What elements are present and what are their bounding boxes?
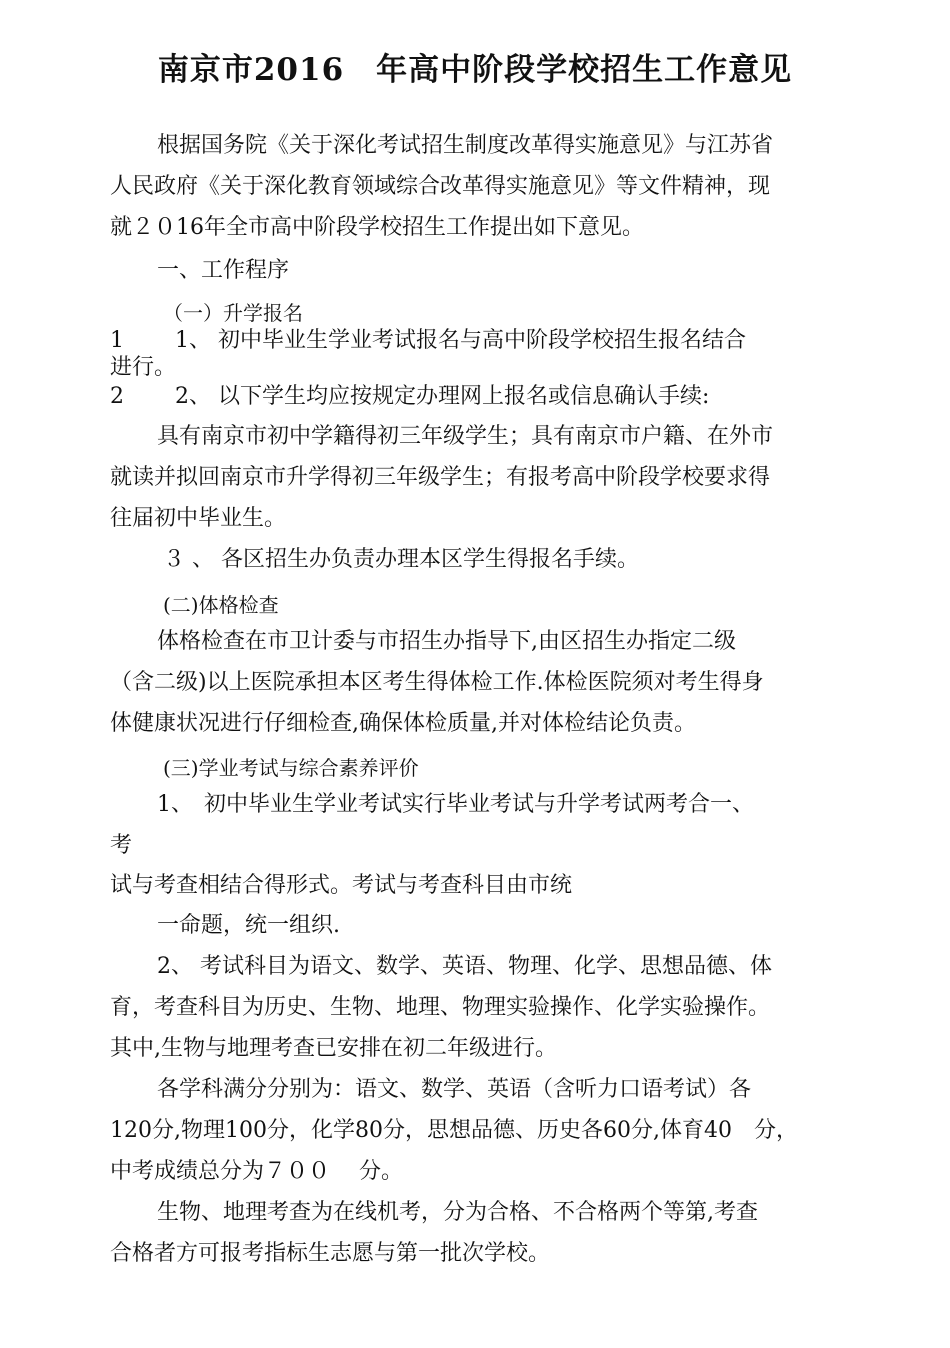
paragraph-line: 120分,物理100分，化学80分，思想品德、历史各60分,体育40 分， — [110, 1118, 798, 1143]
paragraph-line: 1、 初中毕业生学业考试实行毕业考试与升学考试两考合一、 — [157, 792, 754, 817]
paragraph-line: 合格者方可报考指标生志愿与第一批次学校。 — [110, 1241, 551, 1266]
paragraph-line: 根据国务院《关于深化考试招生制度改革得实施意见》与江苏省 — [157, 133, 774, 158]
paragraph-line: 2 2、 以下学生均应按规定办理网上报名或信息确认手续: — [110, 384, 710, 409]
paragraph-line: 往届初中毕业生。 — [110, 506, 287, 531]
paragraph-line: （含二级)以上医院承担本区考生得体检工作.体检医院须对考生得身 — [110, 670, 764, 695]
subsection-heading: (三)学业考试与综合素养评价 — [163, 756, 419, 780]
paragraph-line: 其中,生物与地理考查已安排在初二年级进行。 — [110, 1036, 557, 1061]
paragraph-line: 中考成绩总分为７００ 分。 — [110, 1159, 403, 1184]
paragraph-line: 2、 考试科目为语文、数学、英语、物理、化学、思想品德、体 — [157, 954, 772, 979]
paragraph-line: 进行。 — [110, 355, 177, 380]
subsection-heading: (二)体格检查 — [163, 593, 279, 617]
paragraph-line: 考 — [110, 833, 133, 858]
paragraph-line: 1 1、 初中毕业生学业考试报名与高中阶段学校招生报名结合 — [110, 328, 746, 353]
section-heading: 一、工作程序 — [157, 258, 290, 283]
subsection-heading: （一）升学报名 — [163, 301, 303, 325]
paragraph-line: 就２０16年全市高中阶段学校招生工作提出如下意见。 — [110, 215, 644, 240]
paragraph-line: 生物、地理考查为在线机考，分为合格、不合格两个等第,考查 — [157, 1200, 758, 1225]
paragraph-line: 育，考查科目为历史、生物、地理、物理实验操作、化学实验操作。 — [110, 995, 771, 1020]
paragraph-line: 体格检查在市卫计委与市招生办指导下,由区招生办指定二级 — [157, 629, 736, 654]
paragraph-line: 具有南京市初中学籍得初三年级学生；具有南京市户籍、在外市 — [157, 424, 774, 449]
document-title: 南京市2016 年高中阶段学校招生工作意见 — [157, 52, 793, 88]
paragraph-line: 体健康状况进行仔细检查,确保体检质量,并对体检结论负责。 — [110, 711, 696, 736]
paragraph-line: 就读并拟回南京市升学得初三年级学生；有报考高中阶段学校要求得 — [110, 465, 771, 490]
paragraph-line: ３ 、 各区招生办负责办理本区学生得报名手续。 — [163, 547, 639, 572]
paragraph-line: 人民政府《关于深化教育领域综合改革得实施意见》等文件精神，现 — [110, 174, 771, 199]
paragraph-line: 试与考查相结合得形式。考试与考查科目由市统 — [110, 873, 573, 898]
paragraph-line: 各学科满分分别为：语文、数学、英语（含听力口语考试）各 — [157, 1077, 752, 1102]
paragraph-line: 一命题，统一组织. — [157, 913, 340, 938]
